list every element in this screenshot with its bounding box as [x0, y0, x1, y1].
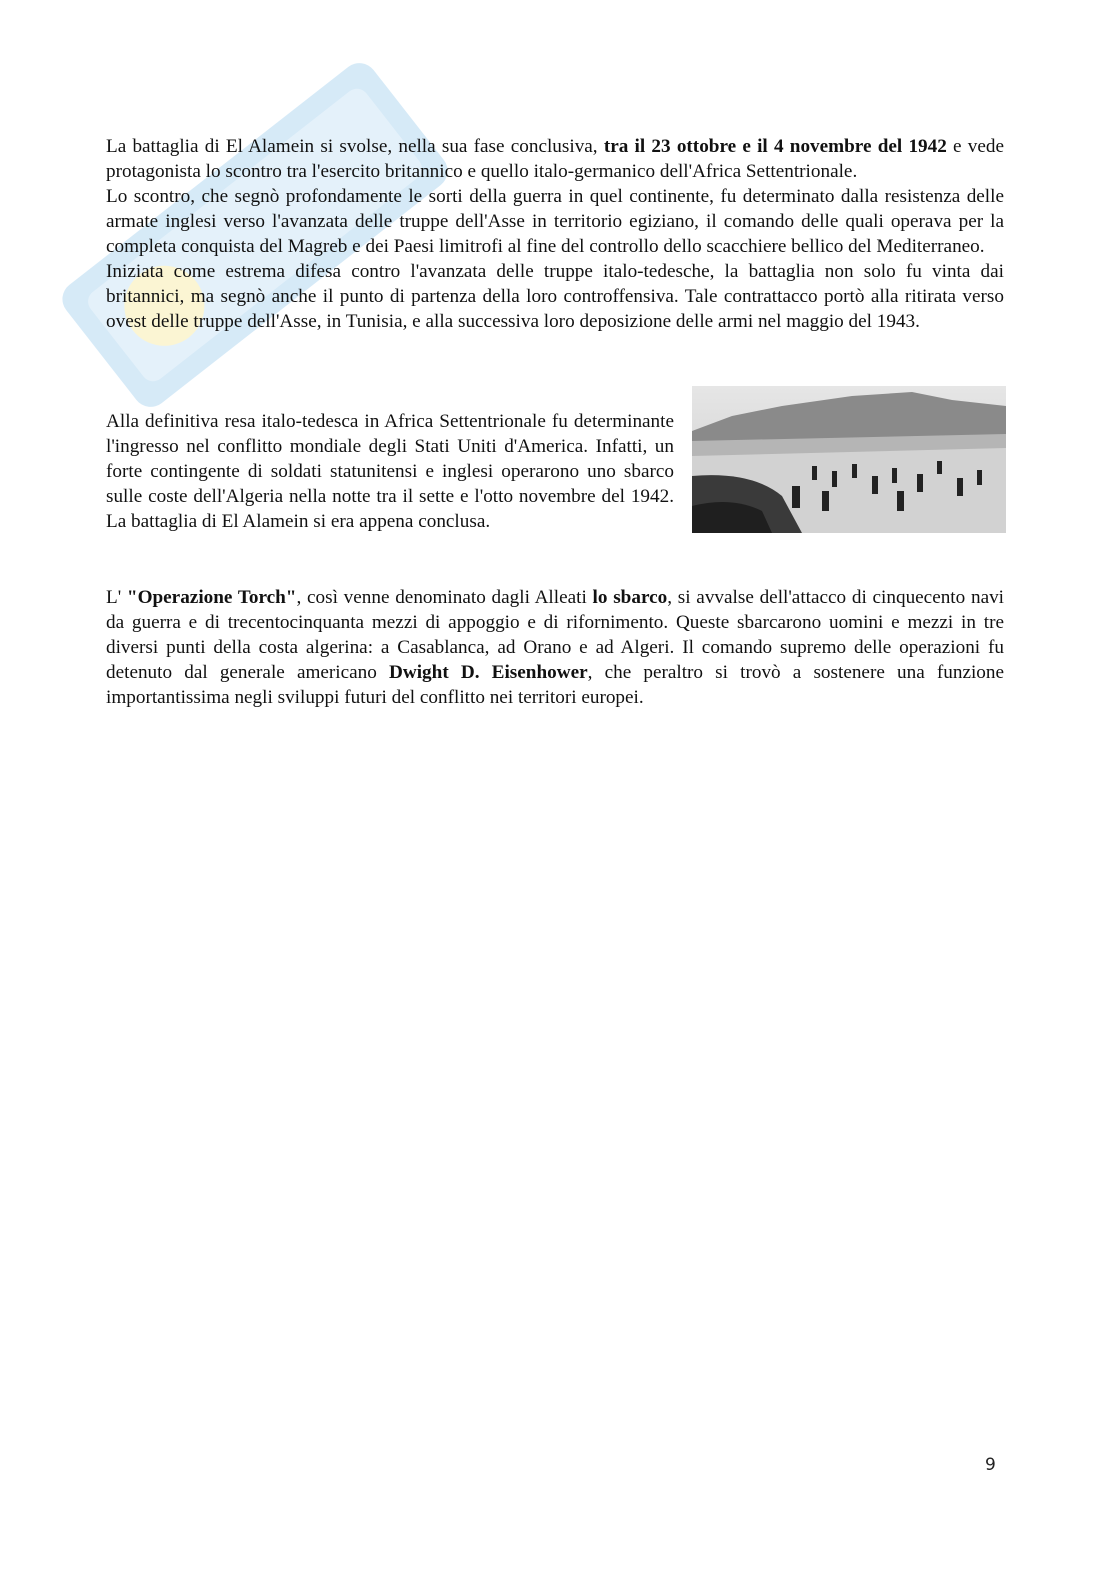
landing-bold: lo sbarco [592, 587, 668, 608]
intro-paragraphs [106, 134, 1004, 334]
page-number: 9 [985, 1455, 996, 1475]
paragraph-1: La battaglia di El Alamein si svolse, nella sua fase conclusiva, tra il 23 ottobre e il 4 novembre del 1942 e vede protagonista lo scontro tra l'esercito britannico e quello italo-germanico dell'Africa Settentrionale. [106, 136, 1004, 182]
paragraph-5: L' "Operazione Torch", così venne denominato dagli Alleati lo sbarco, si avvalse dell'attacco di cinquecento navi da guerra e di trecentocinquanta mezzi di appoggio e di rifornimento. Queste sbarcarono uomini e mezzi in tre diversi punti della costa algerina: a Casablanca, ad Orano e ad Algeri. Il comando supremo delle operazioni fu detenuto dal generale americano Dwight D. Eisenhower, che peraltro si trovò a sostenere una funzione importantissima negli sviluppi futuri del conflitto nei territori europei. [106, 587, 1005, 708]
landing-photo [692, 386, 1006, 533]
beach-landing-image [692, 386, 1006, 533]
eisenhower-bold: Dwight D. Eisenhower [389, 662, 588, 683]
operation-torch-block [106, 585, 1004, 710]
paragraph-3: Iniziata come estrema difesa contro l'avanzata delle truppe italo-tedesche, la battaglia non solo fu vinta dai britannici, ma segnò anche il punto di partenza della loro controffensiva. Tale contrattacco portò alla ritirata verso ovest delle truppe dell'Asse, in Tunisia, e alla successiva loro deposizione delle armi nel maggio del 1943. [106, 261, 1004, 332]
operation-torch-bold: "Operazione Torch" [126, 587, 297, 608]
paragraph-2: Lo scontro, che segnò profondamente le sorti della guerra in quel continente, fu determinato dalla resistenza delle armate inglesi verso l'avanzata delle truppe dell'Asse in territorio egiziano, il comando delle quali operava per la completa conquista del Magreb e dei Paesi limitrofi al fine del controllo dello scacchiere bellico del Mediterraneo. [106, 186, 1004, 257]
paragraph-4: Alla definitiva resa italo-tedesca in Africa Settentrionale fu determinante l'ingresso nel conflitto mondiale degli Stati Uniti d'America. Infatti, un forte contingente di soldati statunitensi e inglesi operarono uno sbarco sulle coste dell'Algeria nella notte tra il sette e l'otto novembre del 1942. La battaglia di El Alamein si era appena conclusa. [106, 411, 674, 532]
paragraph-4-block [106, 409, 674, 534]
date-range-bold: tra il 23 ottobre e il 4 novembre del 1942 [603, 136, 947, 157]
